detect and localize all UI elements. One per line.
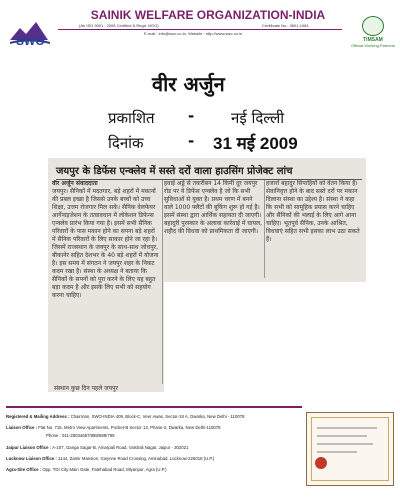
iso-note: (An ISO 9001 : 2008 Certified & Regd. NGO) (79, 23, 159, 28)
date-value: 31 मई 2009 (213, 134, 298, 153)
article-continuation: संस्थान कुछ दिन पहले जयपुर (54, 385, 118, 392)
newspaper-title: वीर अर्जुन (152, 72, 225, 96)
partner-subtitle: Official Working Partners (350, 43, 396, 48)
org-name: SAINIK WELFARE ORGANIZATION-INDIA (90, 8, 326, 22)
certificate-line (317, 427, 377, 429)
header-divider (58, 29, 342, 30)
date-separator: - (188, 132, 195, 150)
certificate-number: Certificate No.: 3601-1081 (262, 23, 309, 28)
clipping-headline: जयपुर के डिफेंस एन्क्लेव में सस्ते दरों वाला हाउसिंग प्रोजेक्ट लांच (56, 163, 362, 180)
certificate-seal-icon (315, 457, 327, 469)
column-divider (162, 180, 163, 384)
certificate-line (317, 435, 367, 437)
partner-seal-icon (362, 16, 384, 36)
agra-value: Opp. TDI City Main Gate, Fatehabad Road, Mlyanpur, Agra (U.P.) (42, 467, 167, 472)
article-text: हजारों बहादुर सिपाहियों को वेतन किया है। सेवानिवृत्त होने के बाद सस्ते दरों पर मकान दिलाना संस्था का उद्देश्य है। संस्था ने कहा कि सभी को सामूहिक प्रयास करने चाहिए और सैनिकों की भलाई के लिए आगे आना चाहिए। भूतपूर्व सैनिक, उनके आश्रित, विधवाएं सहित सभी इसका लाभ उठा सकते हैं। (266, 180, 360, 243)
certificate-line (317, 451, 357, 453)
jaipur-office (6, 445, 304, 450)
liaison-label: Liaison Office : (6, 425, 38, 430)
published-label: प्रकाशित (108, 109, 155, 127)
article-text: हवाई अड्डे से तकरीबन 14 किमी दूर जयपुर रोड पर ये डिफेंस एन्क्लेव है जो कि सभी सुविधाओं से युक्त है। प्रथम चरण में बनने वाले 1000 फ्लैटों की बुकिंग शुरू हो गई है। इसमें संस्था द्वारा आर्थिक सहायता दी जाएगी। बहादुरी पुरस्कार के अलावा कार्रवाई में घायल, शहीद की विधवा को प्राथमिकता दी जाएगी। (164, 180, 262, 235)
certificate-line (317, 443, 373, 445)
liaison-office (6, 425, 304, 430)
date-label: दिनांक (108, 134, 144, 152)
article-byline: वीर अर्जुन संवाददाता (52, 180, 98, 187)
column-divider (264, 180, 265, 278)
liaison-value: Flat No. 715, Metro View Apartments, Pocket-B Sector 13, Phase-2, Dwarka, New Delhi-110078 (38, 425, 221, 430)
liaison-phone: Phone : 011-28034687/888/589/799 (46, 433, 115, 438)
jaipur-value: A-107, Ganga Sagar-B, Amarpali Road, Vaishali Nagar, Jaipur - 302021 (52, 445, 189, 450)
partner-logo (350, 16, 396, 62)
published-value: नई दिल्ली (231, 109, 285, 127)
footer-divider (6, 406, 302, 408)
registered-address (6, 414, 304, 419)
published-separator: - (188, 107, 195, 125)
registered-label: Registered & Mailing Address : (6, 414, 70, 419)
article-column-1 (52, 180, 160, 380)
agra-office (6, 467, 304, 472)
contact-line: E-mail : info@swo.co.in, Website : http://www.swo.co.in (144, 31, 243, 36)
logo-text: SWO (16, 34, 45, 48)
certificate-image (306, 412, 394, 486)
partner-name: TIMSAM (363, 37, 383, 43)
lucknow-label: Lucknow Liaison Office : (6, 456, 57, 461)
registered-value: Chairman, SWO-INDIA 409, Block-C, Veer Awas, Sector-18 A, Dwarka, New Delhi - 110078 (70, 414, 245, 419)
lucknow-value: 1144, Zamir Mansion, Gwynne Road Crossing, Aminabad, Lucknow-226018 (U.P.) (58, 456, 215, 461)
agra-label: Agra-Site Office : (6, 467, 42, 472)
article-column-3 (266, 180, 362, 280)
article-text: जयपुर। सैनिकों में मदतगार, बड़े शहरों में मकानों की प्रबल इच्छा है जिससे उनके बच्चों को उच्च शिक्षा, उत्तम रोजगार मिल सके। सैनिक वेलफेयर आर्गेनाइजेशन के तत्वावधान में लोकेशन डिफेन्स एन्क्लेव प्रारंभ किया गया है। इसमें सभी सैनिक परिवारों के पास मकान होने का सपना बड़े शहरों में सैनिक परिवारों के लिए साकार होने जा रहा है। जिसमें राजस्थान के जयपुर के साथ-साथ जोधपुर, बीकानेर सहित देशभर के 40 बड़े शहरों में योजना है। इस समय में संगठन ने जयपुर शहर के निकट कदम रखा है। संस्था के अध्यक्ष ने बताया कि सैनिकों के सपनों को पूरा करने के लिए यह बहुत बड़ा कदम है और इसके लिए सभी को सहयोग करना चाहिए। (52, 188, 159, 299)
lucknow-office (6, 456, 304, 461)
jaipur-label: Jaipur Liaison Office : (6, 445, 52, 450)
article-column-2 (164, 180, 262, 280)
